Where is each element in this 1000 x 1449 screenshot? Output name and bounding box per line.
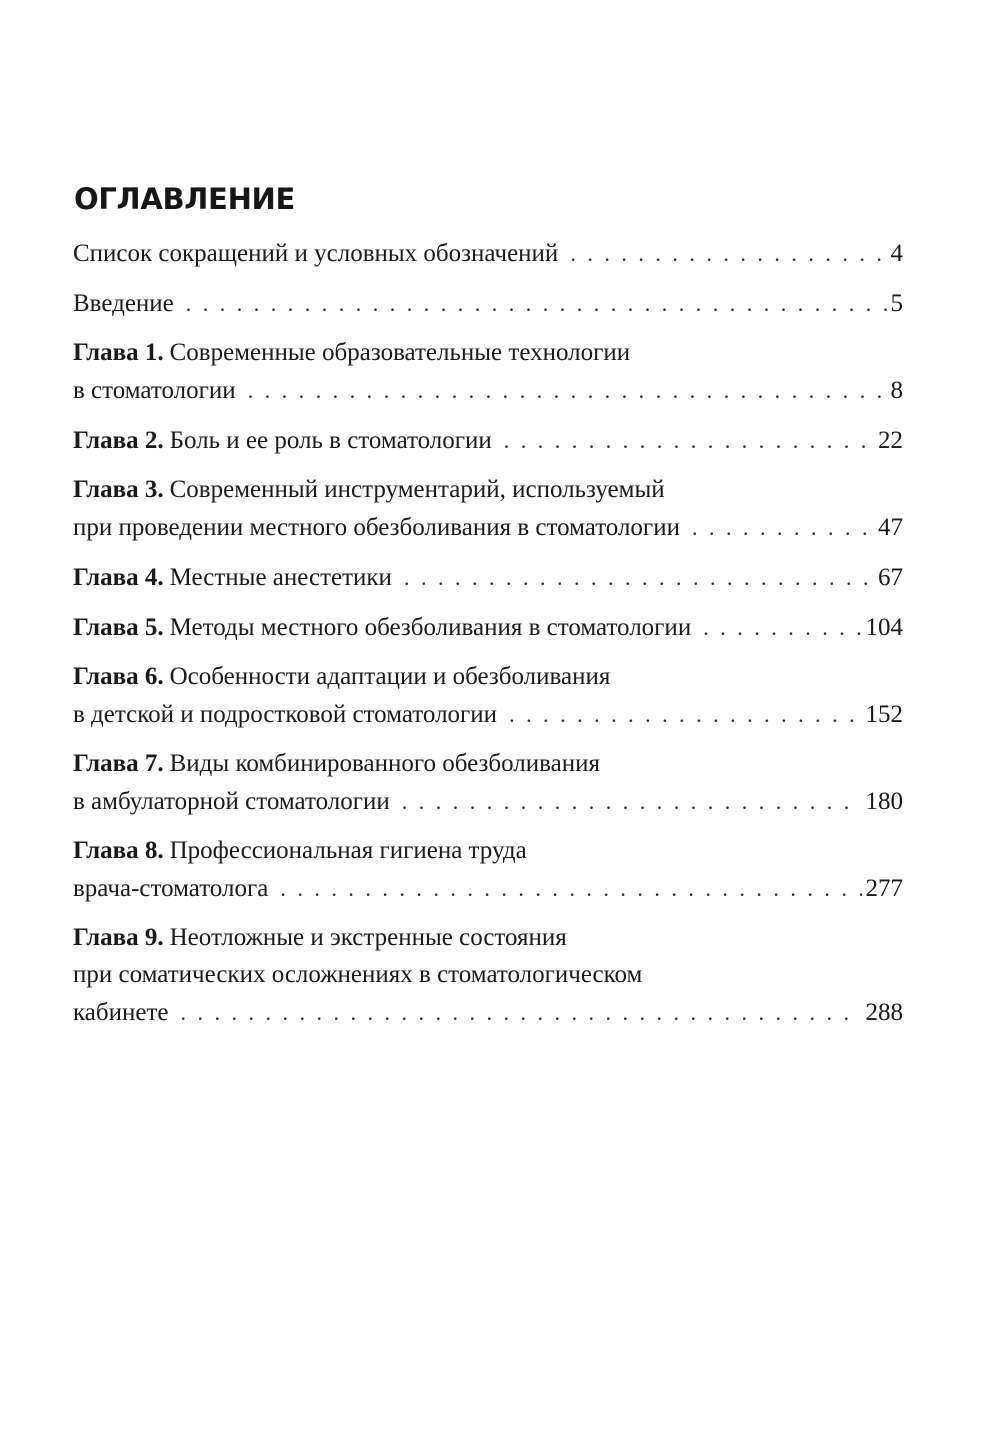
dot-leader bbox=[570, 234, 886, 274]
dot-leader bbox=[280, 869, 861, 909]
chapter-number: Глава 6. bbox=[73, 663, 164, 690]
toc-entry[interactable] bbox=[73, 608, 903, 648]
chapter-number: Глава 4. bbox=[73, 564, 164, 591]
entry-title-text: Неотложные и экстренные состояния bbox=[169, 924, 567, 951]
entry-title-text: в амбулаторной стоматологии bbox=[73, 788, 390, 815]
toc-entry[interactable] bbox=[73, 658, 903, 735]
entry-title-text: Особенности адаптации и обезболивания bbox=[169, 663, 611, 690]
toc-entry-line bbox=[73, 234, 903, 274]
entry-title-text: при соматических осложнениях в стоматологическом bbox=[73, 961, 643, 988]
dot-leader bbox=[186, 284, 887, 324]
toc-entry-line bbox=[73, 832, 903, 869]
entry-title-text: Современные образовательные технологии bbox=[169, 339, 631, 366]
toc-entry[interactable] bbox=[73, 471, 903, 548]
entry-title-text: Местные анестетики bbox=[169, 564, 392, 591]
chapter-number: Глава 5. bbox=[73, 614, 164, 641]
page-number: 8 bbox=[890, 377, 903, 404]
toc-entry-line bbox=[73, 334, 903, 371]
page-number: 104 bbox=[865, 614, 903, 641]
chapter-number: Глава 1. bbox=[73, 339, 164, 366]
toc-entry-line bbox=[73, 508, 903, 548]
chapter-number: Глава 2. bbox=[73, 427, 164, 454]
page-number: 180 bbox=[865, 788, 903, 815]
dot-leader bbox=[402, 782, 862, 822]
entry-title-text: кабинете bbox=[73, 999, 169, 1026]
page-number: 152 bbox=[865, 701, 903, 728]
entry-title-text: при проведении местного обезболивания в стоматологии bbox=[73, 514, 680, 541]
dot-leader bbox=[692, 508, 874, 548]
page-number: 277 bbox=[865, 875, 903, 902]
toc-entry-line bbox=[73, 471, 903, 508]
toc-entry-line bbox=[73, 782, 903, 822]
dot-leader bbox=[248, 371, 887, 411]
entry-title-text: Введение bbox=[73, 290, 174, 317]
entry-title-text: в стоматологии bbox=[73, 377, 236, 404]
dot-leader bbox=[180, 993, 861, 1033]
toc-entry-line bbox=[73, 421, 903, 461]
toc-title: ОГЛАВЛЕНИЕ bbox=[74, 182, 296, 216]
toc-entry-line bbox=[73, 869, 903, 909]
toc-entry-line bbox=[73, 695, 903, 735]
toc-entry[interactable] bbox=[73, 919, 903, 1033]
entry-title-text: Боль и ее роль в стоматологии bbox=[169, 427, 492, 454]
dot-leader bbox=[509, 695, 861, 735]
entry-title-text: Виды комбинированного обезболивания bbox=[169, 750, 600, 777]
toc-entry[interactable] bbox=[73, 334, 903, 411]
toc-entry-line bbox=[73, 608, 903, 648]
entry-title-text: Современный инструментарий, используемый bbox=[169, 476, 665, 503]
chapter-number: Глава 9. bbox=[73, 924, 164, 951]
entry-title-text: в детской и подростковой стоматологии bbox=[73, 701, 498, 728]
toc-entry[interactable] bbox=[73, 284, 903, 324]
page-number: 4 bbox=[890, 240, 903, 267]
toc-entry[interactable] bbox=[73, 832, 903, 909]
toc-entry[interactable] bbox=[73, 421, 903, 461]
toc-entry-line bbox=[73, 284, 903, 324]
entry-title-text: Методы местного обезболивания в стоматологии bbox=[169, 614, 692, 641]
toc-entry[interactable] bbox=[73, 745, 903, 822]
dot-leader bbox=[504, 421, 874, 461]
toc-entry-line bbox=[73, 745, 903, 782]
page-number: 47 bbox=[878, 514, 903, 541]
dot-leader bbox=[404, 558, 874, 598]
entry-title-text: врача-стоматолога bbox=[73, 875, 269, 902]
entry-title-text: Профессиональная гигиена труда bbox=[169, 837, 527, 864]
page-number: 22 bbox=[878, 427, 903, 454]
table-of-contents bbox=[73, 234, 903, 1033]
toc-entry[interactable] bbox=[73, 558, 903, 598]
page-number: 288 bbox=[865, 999, 903, 1026]
entry-title-text: Список сокращений и условных обозначений bbox=[73, 240, 559, 267]
chapter-number: Глава 7. bbox=[73, 750, 164, 777]
toc-entry-line bbox=[73, 371, 903, 411]
page-number: 5 bbox=[890, 290, 903, 317]
toc-entry-line bbox=[73, 993, 903, 1033]
toc-entry-line bbox=[73, 558, 903, 598]
toc-entry-line bbox=[73, 919, 903, 956]
chapter-number: Глава 8. bbox=[73, 837, 164, 864]
toc-entry-line bbox=[73, 956, 903, 993]
toc-entry-line bbox=[73, 658, 903, 695]
page-number: 67 bbox=[878, 564, 903, 591]
chapter-number: Глава 3. bbox=[73, 476, 164, 503]
dot-leader bbox=[703, 608, 861, 648]
toc-entry[interactable] bbox=[73, 234, 903, 274]
